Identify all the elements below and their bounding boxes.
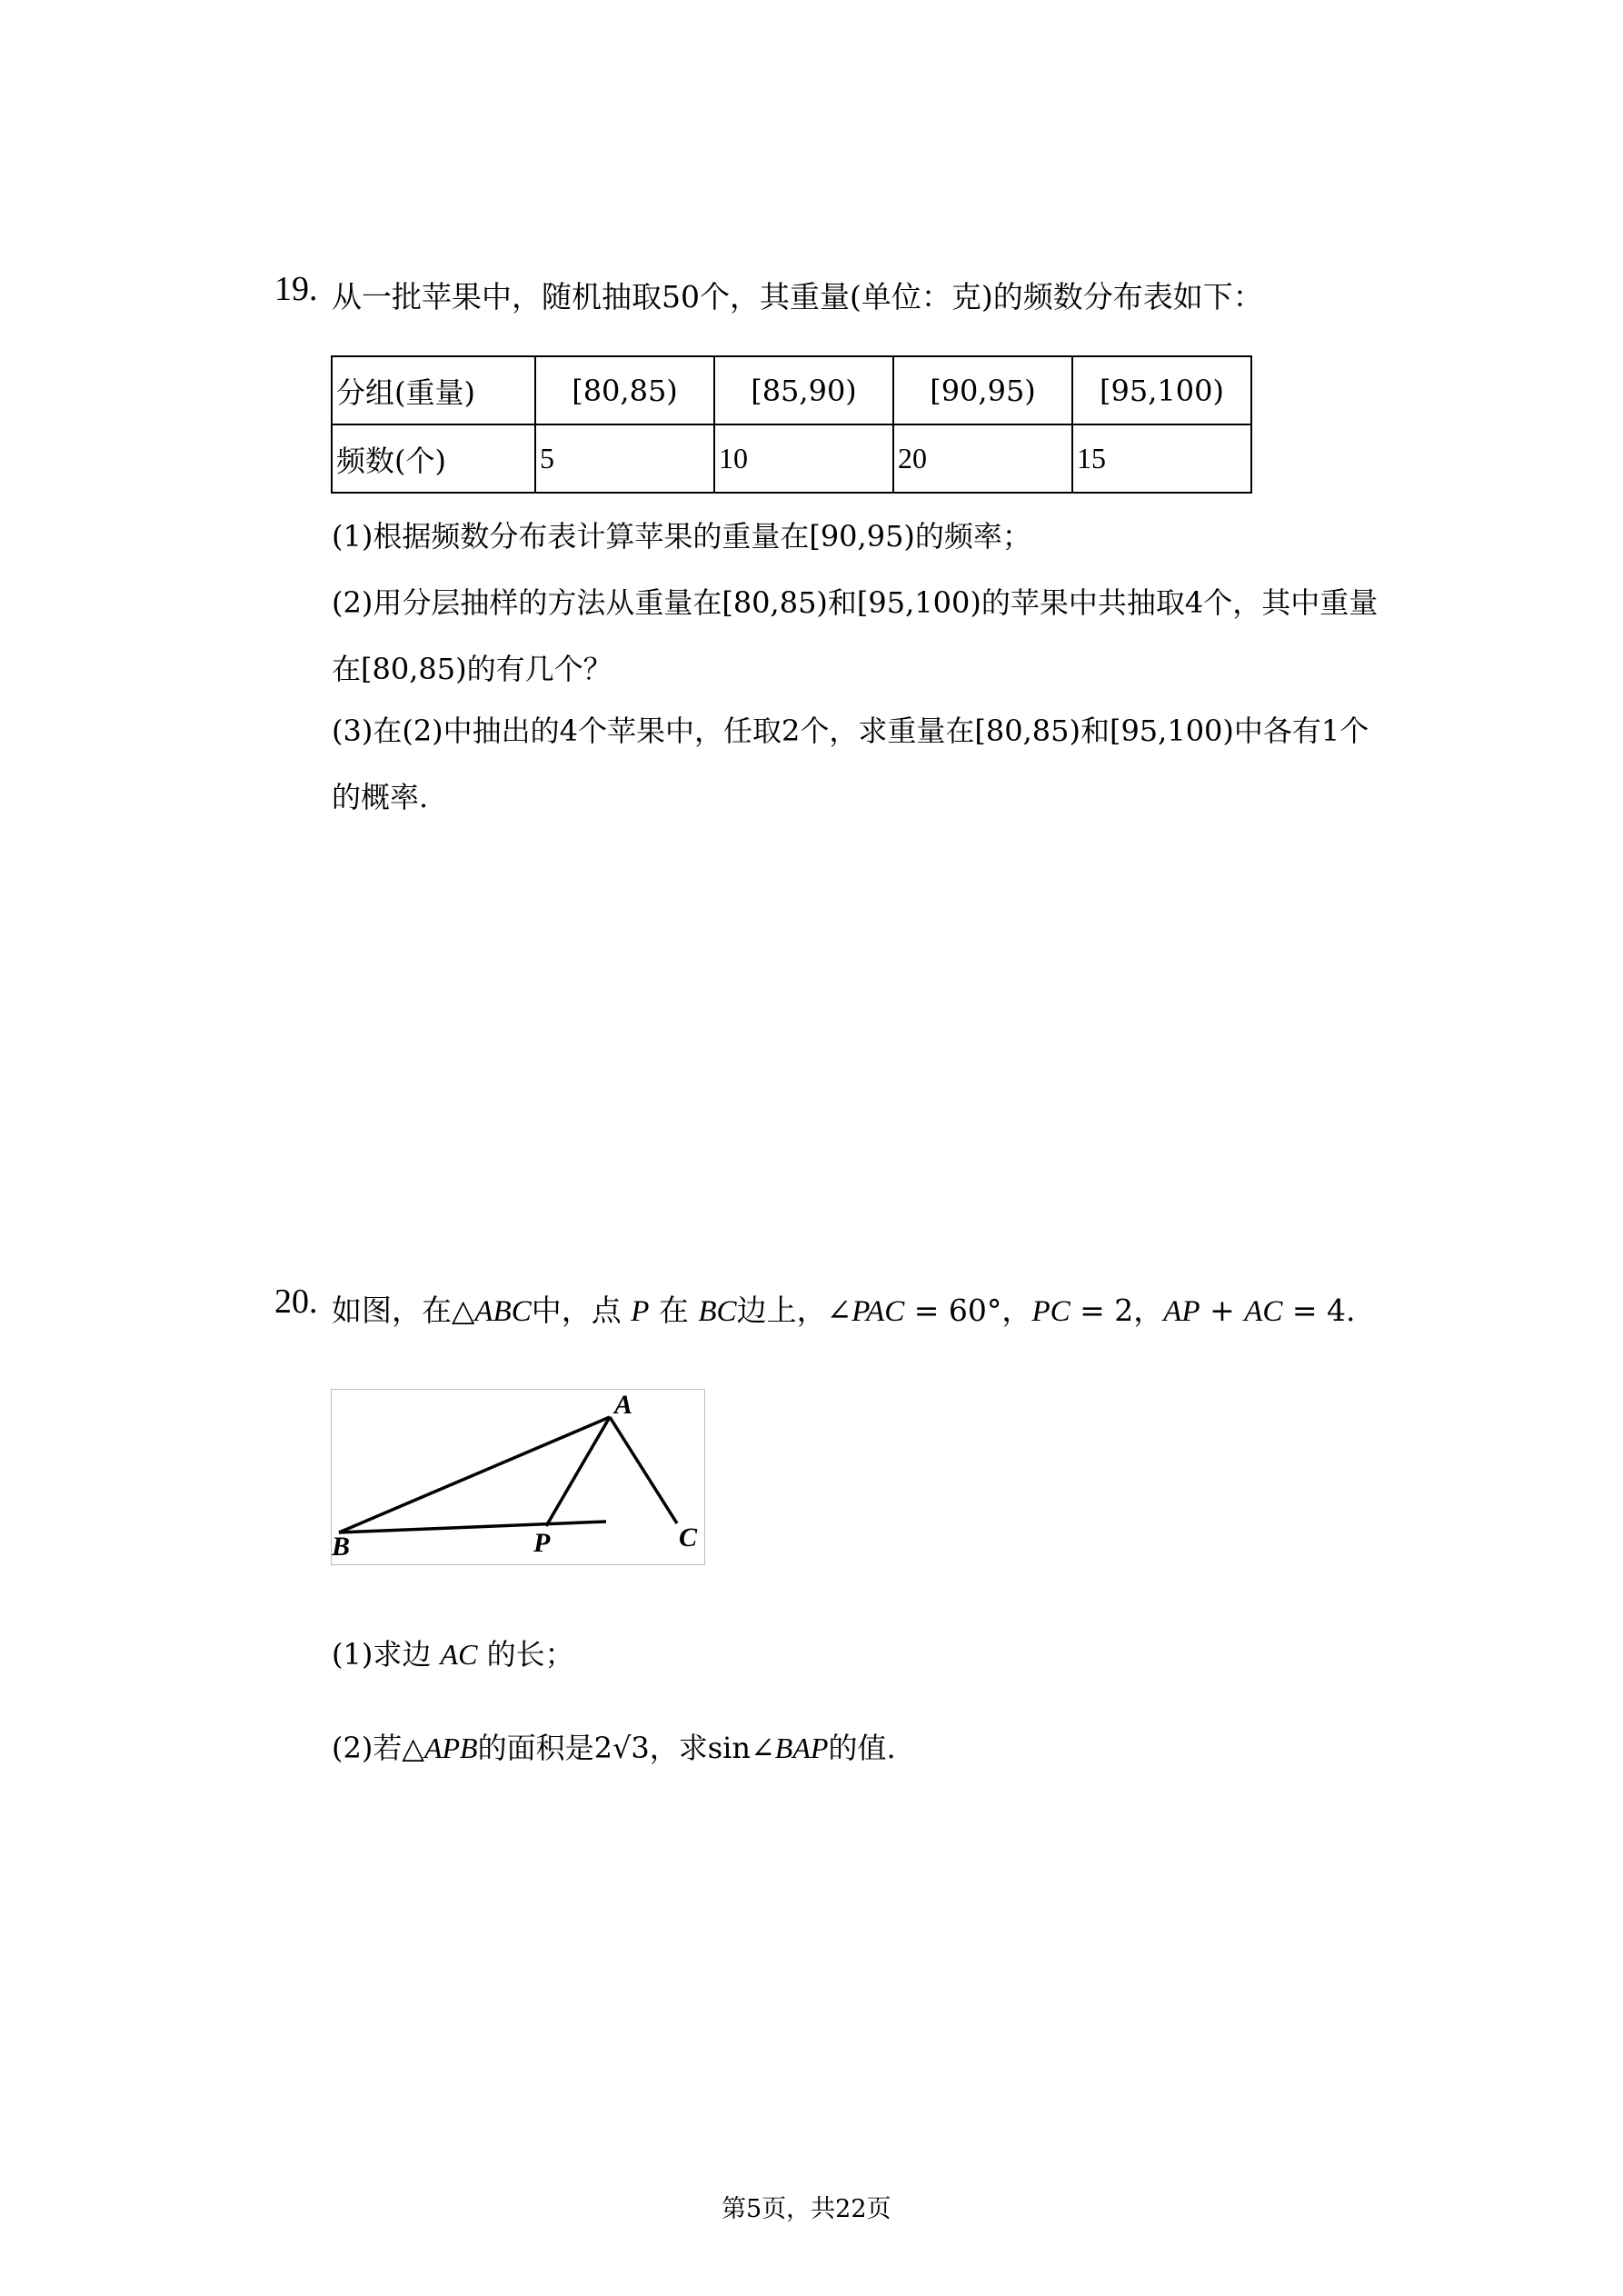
math-triangle-apb: APB: [423, 1732, 478, 1764]
math-segment-ap: AP: [1163, 1295, 1200, 1328]
triangle-diagram: [332, 1390, 706, 1566]
math-segment-ac: AC: [440, 1638, 478, 1671]
table-cell: 频数(个): [332, 424, 535, 493]
stem-text: +: [1210, 1293, 1235, 1328]
question-19-part-1: (1)根据频数分布表计算苹果的重量在[90,95)的频率；: [332, 519, 1031, 554]
question-19-part-3-line-1: (3)在(2)中抽出的4个苹果中，任取2个，求重量在[80,85)和[95,100)中各有1个: [332, 714, 1369, 748]
frequency-table: [331, 355, 1252, 494]
table-cell: 20: [893, 424, 1072, 493]
table-header-cell: [95,100): [1072, 356, 1251, 424]
part-text: 的值.: [828, 1731, 896, 1765]
math-segment-pc: PC: [1031, 1295, 1070, 1328]
part-text: (1)求边: [332, 1637, 432, 1672]
table-cell: 15: [1072, 424, 1251, 493]
math-segment-ac: AC: [1244, 1295, 1283, 1328]
question-19-part-2-line-1: (2)用分层抽样的方法从重量在[80,85)和[95,100)的苹果中共抽取4个，其中重量: [332, 585, 1379, 620]
stem-text: 如图，在△: [332, 1293, 475, 1328]
math-segment-bc: BC: [698, 1295, 737, 1328]
question-19-part-2-line-2: 在[80,85)的有几个？: [332, 652, 612, 686]
stem-text: = 60°，: [913, 1293, 1032, 1328]
stem-text: = 4.: [1291, 1293, 1356, 1328]
table-cell: 10: [714, 424, 893, 493]
segment-ap: [546, 1417, 610, 1526]
triangle-figure: [331, 1389, 705, 1565]
question-20-part-2: [332, 1725, 896, 1767]
table-header-cell: [90,95): [893, 356, 1072, 424]
question-19-stem: 从一批苹果中，随机抽取50个，其重量(单位：克)的频数分布表如下：: [332, 279, 1263, 314]
part-text: 的长；: [486, 1637, 574, 1672]
part-text: (2)若△: [332, 1731, 424, 1765]
label-c: C: [679, 1522, 698, 1552]
table-header-row: [332, 356, 1251, 424]
segment-bc: [339, 1522, 606, 1532]
math-point-p: P: [631, 1295, 650, 1328]
question-20-stem: [332, 1287, 1356, 1330]
table-row: [332, 424, 1251, 493]
stem-text: 中，点: [531, 1293, 622, 1328]
stem-text: 边上，∠: [736, 1293, 852, 1328]
question-20-part-1: [332, 1632, 574, 1673]
math-angle-pac: PAC: [851, 1295, 905, 1328]
table-header-cell: [85,90): [714, 356, 893, 424]
question-20-number: 20.: [274, 1283, 318, 1321]
stem-text: = 2，: [1080, 1293, 1164, 1328]
stem-text: 在: [658, 1293, 689, 1328]
label-p: P: [533, 1528, 551, 1558]
segment-ab: [339, 1417, 610, 1532]
table-header-cell: [80,85): [535, 356, 714, 424]
table-header-cell: 分组(重量): [332, 356, 535, 424]
math-angle-bap: BAP: [774, 1732, 829, 1764]
table-cell: 5: [535, 424, 714, 493]
label-a: A: [614, 1390, 633, 1420]
question-19-number: 19.: [274, 270, 318, 308]
segment-ac: [610, 1417, 677, 1523]
question-19-part-3-line-2: 的概率.: [332, 780, 429, 814]
label-b: B: [332, 1532, 351, 1562]
math-triangle-abc: ABC: [474, 1295, 532, 1328]
page-footer: 第5页，共22页: [722, 2195, 891, 2223]
part-text: 的面积是2√3，求sin∠: [477, 1731, 775, 1765]
